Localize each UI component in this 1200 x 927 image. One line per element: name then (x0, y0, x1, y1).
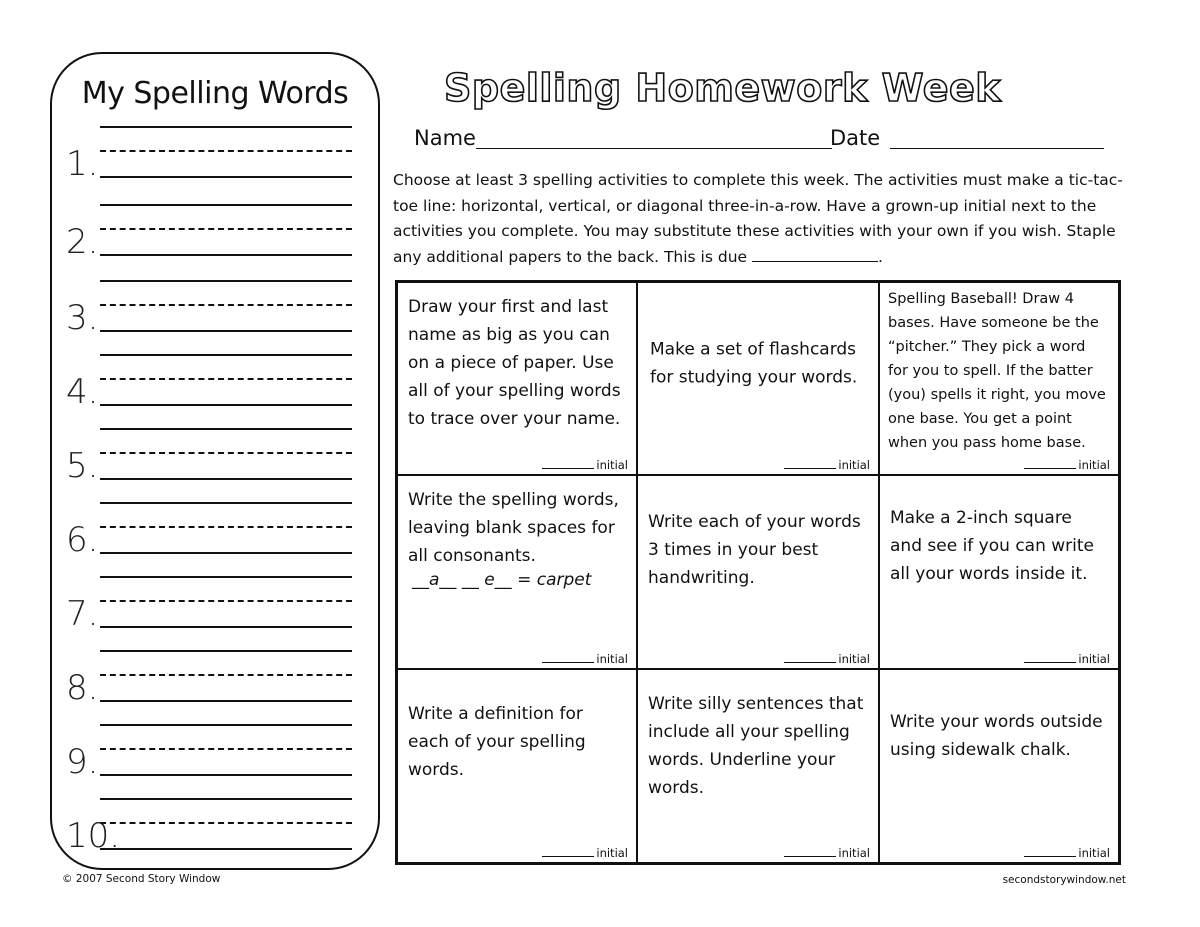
activity-text: Write each of your words 3 times in your best handwriting. (648, 512, 861, 588)
activity-grid (395, 280, 1121, 865)
word-number: 5. (66, 446, 99, 486)
date-field-line (890, 148, 1104, 149)
activity-text: Write a definition for each of your spelling words. (408, 704, 586, 780)
initial-line: initial (1024, 458, 1110, 472)
activity-cell-3 (880, 283, 1118, 476)
page-title: Spelling Homework Week (444, 66, 1002, 110)
activity-cell-1 (398, 283, 638, 476)
copyright-notice: © 2007 Second Story Window (62, 873, 221, 885)
activity-text: Write your words outside using sidewalk chalk. (890, 712, 1103, 760)
initial-line: initial (1024, 652, 1110, 666)
initial-line: initial (784, 458, 870, 472)
initial-line: initial (542, 458, 628, 472)
activity-text: Make a set of flashcards for studying your words. (650, 338, 858, 387)
word-number: 3. (66, 298, 99, 338)
word-line-6 (52, 502, 378, 576)
word-number: 2. (66, 222, 99, 262)
activity-cell-7 (398, 670, 638, 862)
name-label: Name (414, 126, 476, 150)
initial-line: initial (784, 846, 870, 860)
word-number: 6. (66, 520, 99, 560)
website-credit: secondstorywindow.net (1002, 874, 1126, 886)
word-number: 8. (66, 668, 99, 708)
spelling-words-panel (50, 52, 380, 870)
initial-line: initial (1024, 846, 1110, 860)
word-line-5 (52, 428, 378, 502)
instructions-text: Choose at least 3 spelling activities to complete this week. The activities must make a tic-tac-toe line: horizontal, vertical, or diagonal three-in-a-row. Have a grown-up initial next to the activities you complete. You may substitute these activities with your own if you wish. Staple any additional papers to the back. This is due (393, 171, 1123, 266)
word-line-2 (52, 204, 378, 278)
instructions (393, 168, 1135, 270)
activity-cell-8 (638, 670, 880, 862)
word-number: 10. (66, 816, 121, 856)
activity-cell-4 (398, 476, 638, 670)
activity-text: Draw your first and last name as big as you can on a piece of paper. Use all of your spelling words to trace over your name. (408, 297, 621, 429)
activity-cell-2 (638, 283, 880, 476)
word-number: 7. (66, 594, 99, 634)
activity-text: Write silly sentences that include all your spelling words. Underline your words. (648, 694, 864, 798)
word-line-1 (52, 126, 378, 200)
date-label: Date (830, 126, 881, 150)
name-date-row (414, 126, 1114, 156)
initial-line: initial (542, 652, 628, 666)
word-line-9 (52, 724, 378, 798)
word-line-10 (52, 798, 378, 872)
activity-text: Write the spelling words, leaving blank spaces for all consonants. (408, 490, 619, 566)
activity-cell-5 (638, 476, 880, 670)
activity-cell-6 (880, 476, 1118, 670)
word-number: 9. (66, 742, 99, 782)
word-line-4 (52, 354, 378, 428)
word-number: 4. (66, 372, 99, 412)
initial-line: initial (784, 652, 870, 666)
word-line-8 (52, 650, 378, 724)
activity-text: Make a 2-inch square and see if you can write all your words inside it. (890, 508, 1094, 584)
word-line-3 (52, 280, 378, 354)
due-date-blank (752, 248, 878, 262)
activity-cell-9 (880, 670, 1118, 862)
activity-text: Spelling Baseball! Draw 4 bases. Have someone be the “pitcher.” They pick a word for you to spell. If the batter (you) spells it right, you move one base. You get a point when you pass home base. (888, 291, 1106, 451)
activity-example: __a__ __ e__ = carpet (412, 570, 592, 590)
initial-line: initial (542, 846, 628, 860)
name-field-line (476, 148, 832, 149)
word-number: 1. (66, 144, 99, 184)
instructions-end: . (878, 247, 883, 266)
spelling-words-title: My Spelling Words (81, 76, 349, 111)
word-line-7 (52, 576, 378, 650)
